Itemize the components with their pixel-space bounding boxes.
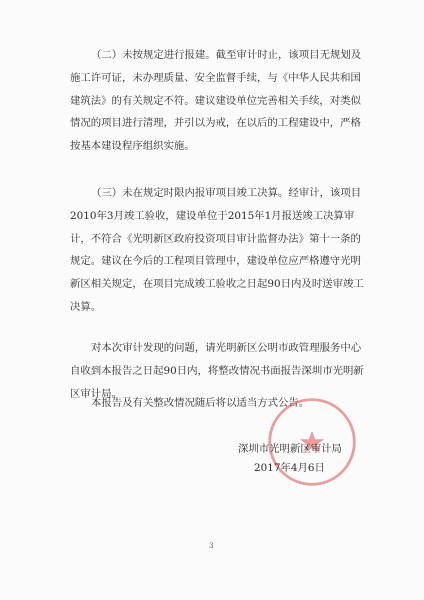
paragraph-late-final-accounts: （三）未在规定时限内报审项目竣工决算。经审计，该项目2010年3月竣工验收，建设单位于2015年1月报送竣工决算审计，不符合《光明新区政府投资项目审计监督办法》第十一条的规定。建议在今后的工程项目管理中，建设单位应严格遵守光明新区相关规定，在项目完成竣工验收之日起90日内及时送审竣工决算。 <box>70 187 364 313</box>
page-number: 3 <box>209 542 214 550</box>
issuing-authority: 深圳市光明新区审计局 <box>238 443 342 455</box>
paragraph-rectification-request: 对本次审计发现的问题，请光明新区公明市政管理服务中心自收到本报告之日起90日内，将整改情况书面报告深圳市光明新区审计局。 <box>70 342 364 400</box>
issue-date: 2017年4月6日 <box>254 462 325 474</box>
paragraph-unreported-construction: （二）未按规定进行报建。截至审计时止，该项目无规划及施工许可证，未办理质量、安全监督手续，与《中华人民共和国建筑法》的有关规定不符。建议建设单位完善相关手续，对类似情况的项目进行清理，并引以为戒，在以后的工程建设中，严格按基本建设程序组织实施。 <box>70 49 362 153</box>
paragraph-announcement: 本报告及有关整改情况随后将以适当方式公告。 <box>91 397 310 409</box>
